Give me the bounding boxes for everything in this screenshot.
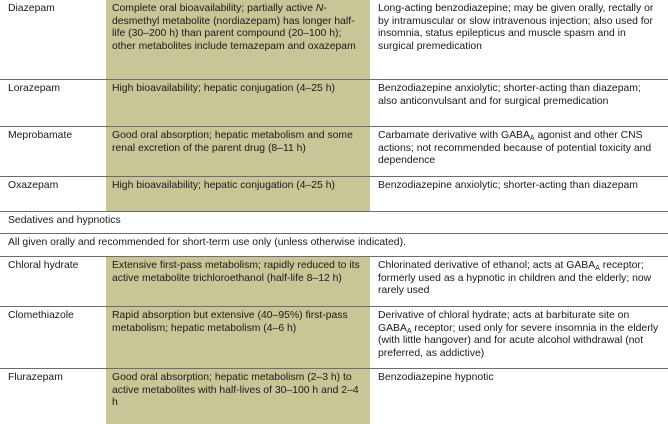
table-row: [0, 257, 668, 307]
table-row: [0, 80, 668, 127]
pharmacokinetics-cell: Good oral absorption; hepatic metabolism and some renal excretion of the parent drug (8–11 h): [112, 130, 353, 154]
drug-name: Meprobamate: [8, 130, 73, 141]
notes-cell: Benzodiazepine anxiolytic; shorter-acting than diazepam: [378, 180, 638, 191]
notes-cell: Benzodiazepine anxiolytic; shorter-acting than diazepam; also anticonvulsant and for surgical premedication: [378, 83, 641, 107]
table-row: [0, 177, 668, 212]
pharmacokinetics-cell: Good oral absorption; hepatic metabolism (2–3 h) to active metabolites with half-lives of 30–100 h and 2–4 h: [112, 372, 359, 409]
notes-cell: Derivative of chloral hydrate; acts at barbiturate site on $GABA_A$ receptor; used only for severe insomnia in the elderly (with little hangover) and for acute alcohol withdrawal (not preferred, as addictive): [378, 310, 659, 359]
pharmacokinetics-cell: Rapid absorption but extensive (40–95%) first-pass metabolism; hepatic metabolism (4–6 h): [112, 310, 348, 334]
drug-name: Clomethiazole: [8, 310, 74, 321]
drug-name: Flurazepam: [8, 372, 63, 383]
drug-name: Chloral hydrate: [8, 260, 79, 271]
table-row: [0, 0, 668, 80]
table-row: [0, 127, 668, 177]
notes-cell: Chlorinated derivative of ethanol; acts at $GABA_A$ receptor; formerly used as a hypnotic in children and the elderly; now rarely used: [378, 260, 652, 297]
notes-cell: Long-acting benzodiazepine; may be given orally, rectally or by intramuscular or slow intravenous injection; also used for insomnia, status epilepticus and muscle spasm and in surgical premedication: [378, 3, 654, 52]
pharmacokinetics-cell: Complete oral bioavailability; partially active N-desmethyl metabolite (nordiazepam) has longer half-life (30–200 h) than parent compound (20–100 h); other metabolites include temazepam and oxazepam: [112, 3, 356, 52]
drug-name: Lorazepam: [8, 83, 60, 94]
section-note-row: [0, 234, 668, 257]
drug-name: Diazepam: [8, 3, 55, 14]
section-heading-row: [0, 212, 668, 234]
table-row: [0, 369, 668, 424]
pharmacokinetics-cell: High bioavailability; hepatic conjugation (4–25 h): [112, 83, 335, 94]
notes-cell: Carbamate derivative with $GABA_A$ agonist and other CNS actions; not recommended because of potential toxicity and dependence: [378, 130, 652, 167]
drug-name: Oxazepam: [8, 180, 59, 191]
pharmacokinetics-cell: Extensive first-pass metabolism; rapidly reduced to its active metabolite trichloroethanol (half-life 8–12 h): [112, 260, 360, 284]
section-heading: Sedatives and hypnotics: [8, 215, 121, 226]
section-note: All given orally and recommended for short-term use only (unless otherwise indicated).: [8, 237, 406, 248]
pharmacokinetics-cell: High bioavailability; hepatic conjugation (4–25 h): [112, 180, 335, 191]
table-row: [0, 307, 668, 369]
notes-cell: Benzodiazepine hypnotic: [378, 372, 494, 383]
